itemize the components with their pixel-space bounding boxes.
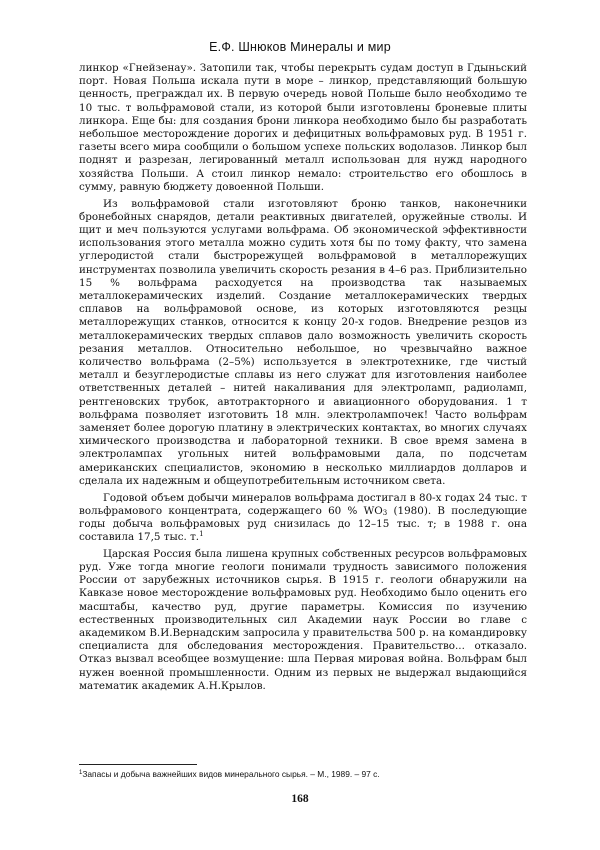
wo3-subscript: 3 [382, 508, 388, 517]
paragraph-3-text-start: Годовой объем добычи минералов вольфрама достигал в 80-х годах 24 тыс. т вольфрамового концентрата, содержащего 60 % WO [79, 491, 527, 517]
footnote-reference[interactable]: 1 [199, 530, 204, 539]
footnote [79, 769, 527, 780]
paragraph-4: Царская Россия была лишена крупных собственных ресурсов вольфрамовых руд. Уже тогда многие геологи понимали трудность зависимого положения России от зарубежных источников сырья. В 1915 г. геологи обнаружили на Кавказе новое месторождение вольфрамовых руд. Необходимо было оценить его масштабы, качество руд, другие параметры. Комиссия по изучению естественных производительных сил Академии наук России во главе с академиком В.И.Вернадским запросила у правительства 500 р. на командировку специалиста для обследования месторождения. Правительство... отказало. Отказ вызвал всеобщее возмущение: шла Первая мировая война. Вольфрам был нужен военной промышленности. Одним из первых не выдержал выдающийся математик академик А.Н.Крылов. [79, 547, 527, 692]
paragraph-2: Из вольфрамовой стали изготовляют броню танков, наконечники бронебойных снарядов, детали реактивных двигателей, оружейные стволы. И щит и меч пользуются услугами вольфрама. Об экономической эффективности использования этого металла можно судить хотя бы по тому факту, что замена углеродистой стали быстрорежущей вольфрамовой в металлорежущих инструментах позволила увеличить скорость резания в 4–6 раз. Приблизительно 15 % вольфрама расходуется на производства так называемых металлокерамических изделий. Создание металлокерамических твердых сплавов на вольфрамовой основе, из которых изготовляются резцы металлорежущих станков, относится к концу 20-х годов. Внедрение резцов из металлокерамических твердых сплавов дало возможность увеличить скорость резания металлов. Относительно небольшое, но чрезвычайно важное количество вольфрама (2–5%) используется в электротехнике, где чистый металл и безуглеродистые сплавы из него служат для изготовления наиболее ответственных деталей – нитей накаливания для электроламп, радиоламп, рентгеновских трубок, автотракторного и авиационного оборудования. 1 т вольфрама позволяет изготовить 18 млн. электролампочек! Часто вольфрам заменяет более дорогую платину в электрических контактах, во многих случаях химического производства и лабораторной техники. В свое время замена в электролампах угольных нитей вольфрамовыми дала, по подсчетам американских специалистов, экономию в несколько миллиардов долларов и сделала их надежным и общеупотребительным источником света. [79, 197, 527, 487]
footnote-marker: 1 [79, 770, 83, 776]
page-number: 168 [291, 793, 309, 805]
paragraph-3-text-end: (1980). В последующие годы добыча вольфрамовых руд снизилась до 12–15 тыс. т; в 1988 г. она составила 17,5 тыс. т. [79, 504, 527, 544]
paragraph-3 [79, 492, 527, 545]
paragraph-1: линкор «Гнейзенау». Затопили так, чтобы перекрыть судам доступ в Гдыньский порт. Новая Польша искала пути в море – линкор, представляющий большую ценность, преграждал их. В первую очередь новой Польше было необходимо те 10 тыс. т вольфрамовой стали, из которой были изготовлены броневые плиты линкора. Еще бы: для создания брони линкора необходимо было бы разработать небольшое месторождение дорогих и дефицитных вольфрамовых руд. В 1951 г. газеты всего мира сообщили о большом успехе польских водолазов. Линкор был поднят и разрезан, легированный металл использован для нужд народного хозяйства Польши. А стоил линкор немало: строительство его обошлось в сумму, равную бюджету довоенной Польши. [79, 62, 527, 193]
main-text [79, 62, 527, 693]
running-head: Е.Ф. Шнюков Минералы и мир [209, 40, 391, 54]
footnote-divider [79, 764, 197, 765]
footnote-text: Запасы и добыча важнейших видов минерального сырья. – М., 1989. – 97 с. [82, 769, 380, 779]
